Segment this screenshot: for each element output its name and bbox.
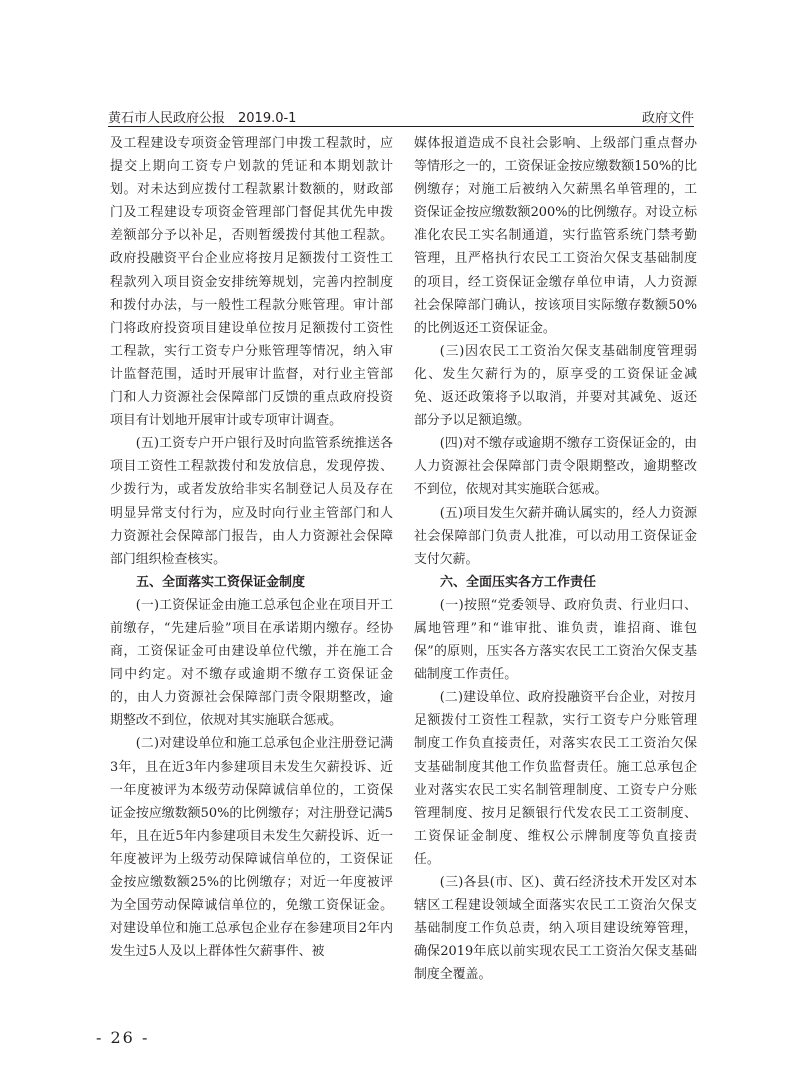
running-header [108,104,694,126]
section-heading: 六、全面压实各方工作责任 [440,574,597,590]
journal-title: 黄石市人民政府公报 2019.0-1 [108,111,297,126]
page-number: - 26 - [96,1028,150,1047]
right-column [414,132,697,986]
paragraph: 及工程建设专项资金管理部门申拨工程款时，应提交上期向工资专户划款的凭证和本期划款计划。对未达到应拨付工程款累计数额的，财政部门及工程建设专项资金管理部门督促其优先申拨差额部分予以补足，否则暂缓拨付其他工程款。政府投融资平台企业应将按月足额拨付工资性工程款列入项目资金安排统筹规划，完善内控制度和拨付办法，与一般性工程款分账管理。审计部门将政府投资项目建设单位按月足额拨付工资性工程款，实行工资专户分账管理等情况，纳入审计监督范围，适时开展审计监督，对行业主管部门和人力资源社会保障部门反馈的重点政府投资项目有计划地开展审计或专项审计调查。 [110,136,393,429]
paragraph: (四)对不缴存或逾期不缴存工资保证金的，由人力资源社会保障部门责令限期整改，逾期整改不到位，依规对其实施联合惩戒。 [414,436,697,498]
section-heading: 五、全面落实工资保证金制度 [136,574,306,590]
paragraph: (一)工资保证金由施工总承包企业在项目开工前缴存，“先建后验”项目在承诺期内缴存。经协商，工资保证金可由建设单位代缴，并在施工合同中约定。对不缴存或逾期不缴存工资保证金的，由人力资源社会保障部门责令限期整改，逾期整改不到位，依规对其实施联合惩戒。 [110,597,393,729]
paragraph: (三)因农民工工资治欠保支基础制度管理弱化、发生欠薪行为的，原享受的工资保证金减免、返还政策将予以取消，并要对其减免、返还部分予以足额追缴。 [414,343,697,429]
paragraph: (二)建设单位、政府投融资平台企业，对按月足额拨付工资性工程款，实行工资专户分账管理制度工作负直接责任，对落实农民工工资治欠保支基础制度其他工作负监督责任。施工总承包企业对落实农民工实名制管理制度、工资专户分账管理制度、按月足额银行代发农民工工资制度、工资保证金制度、维权公示牌制度等负直接责任。 [414,690,697,867]
paragraph: (二)对建设单位和施工总承包企业注册登记满3年，且在近3年内参建项目未发生欠薪投诉、近一年度被评为本级劳动保障诚信单位的，工资保证金按应缴数额50%的比例缴存；对注册登记满5年，且在近5年内参建项目未发生欠薪投诉、近一年度被评为上级劳动保障诚信单位的，工资保证金按应缴数额25%的比例缴存；对近一年度被评为全国劳动保障诚信单位的，免缴工资保证金。对建设单位和施工总承包企业存在参建项目2年内发生过5人及以上群体性欠薪事件、被 [110,736,393,960]
header-rule [108,126,694,127]
paragraph: (三)各县(市、区)、黄石经济技术开发区对本辖区工程建设领域全面落实农民工工资治欠保支基础制度工作负总责，纳入项目建设统筹管理，确保2019年底以前实现农民工工资治欠保支基础制度全覆盖。 [414,875,697,983]
paragraph: 媒体报道造成不良社会影响、上级部门重点督办等情形之一的，工资保证金按应缴数额150%的比例缴存；对施工后被纳入欠薪黑名单管理的，工资保证金按应缴数额200%的比例缴存。对设立标准化农民工实名制通道，实行监管系统门禁考勤管理，且严格执行农民工工资治欠保支基础制度的项目，经工资保证金缴存单位申请，人力资源社会保障部门确认，按该项目实际缴存数额50%的比例返还工资保证金。 [414,136,697,336]
left-column [110,132,393,963]
paragraph: (五)项目发生欠薪并确认属实的，经人力资源社会保障部门负责人批准，可以动用工资保证金支付欠薪。 [414,505,697,567]
section-title: 政府文件 [641,111,694,126]
paragraph: (一)按照“党委领导、政府负责、行业归口、属地管理”和“谁审批、谁负责，谁招商、谁包保”的原则，压实各方落实农民工工资治欠保支基础制度工作责任。 [414,597,697,683]
paragraph: (五)工资专户开户银行及时向监管系统推送各项目工资性工程款拨付和发放信息，发现停拨、少拨行为，或者发放给非实名制登记人员及存在明显异常支付行为，应及时向行业主管部门和人力资源社会保障部门报告，由人力资源社会保障部门组织检查核实。 [110,436,393,567]
